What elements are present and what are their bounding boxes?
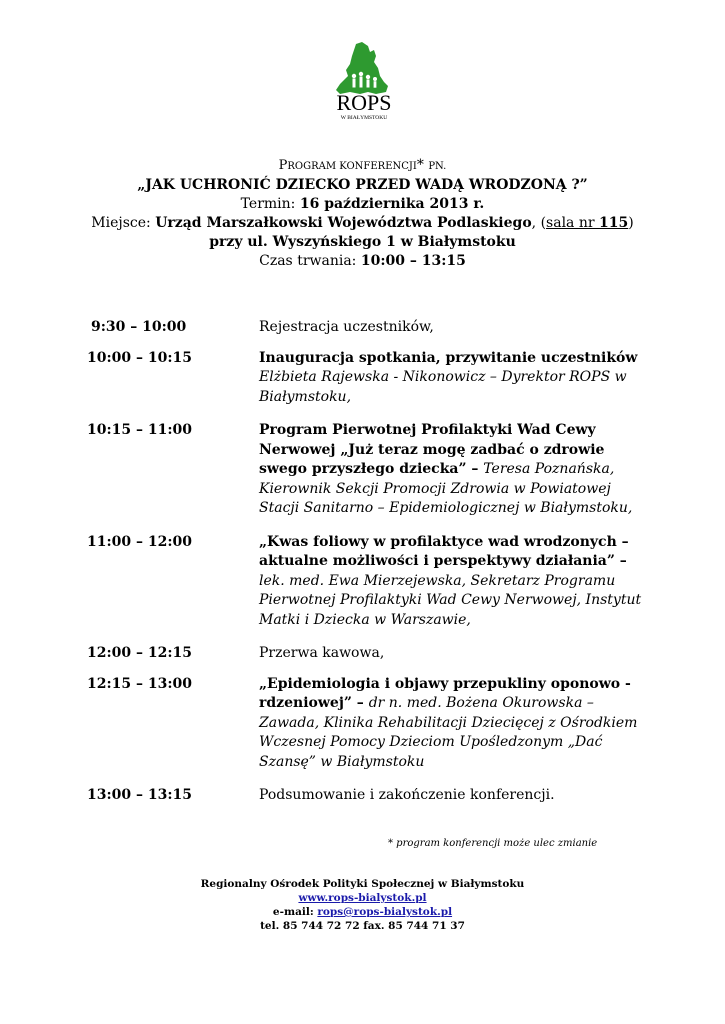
footer-email: e-mail: rops@rops-bialystok.pl (272, 906, 453, 918)
schedule-item (87, 644, 647, 664)
schedule-item (87, 349, 647, 408)
schedule-time: 11:00 – 12:00 (87, 533, 193, 550)
schedule-time: 10:00 – 10:15 (87, 349, 193, 366)
schedule-time: 12:00 – 12:15 (87, 645, 193, 661)
footer-organization: Regionalny Ośrodek Polityki Społecznej w Białymstoku (200, 878, 525, 890)
schedule-list (87, 318, 647, 806)
rops-logo (330, 40, 398, 128)
email-link[interactable]: rops@rops-bialystok.pl (317, 906, 453, 918)
conference-duration: Czas trwania: 10:00 – 13:15 (259, 253, 466, 269)
footer-contact (0, 877, 725, 933)
schedule-time: 9:30 – 10:00 (91, 319, 187, 335)
schedule-time: 10:15 – 11:00 (87, 422, 193, 438)
schedule-item (87, 318, 647, 338)
schedule-description: Podsumowanie i zakończenie konferencji. (259, 787, 555, 803)
program-label: PROGRAM KONFERENCJI* PN. (278, 157, 447, 173)
conference-venue: Miejsce: Urząd Marszałkowski Województwa Podlaskiego, (sala nr 115) (91, 215, 634, 231)
footer-phone: tel. 85 744 72 72 fax. 85 744 71 37 (260, 920, 465, 932)
schedule-time: 12:15 – 13:00 (87, 675, 193, 692)
schedule-description: „Kwas foliowy w profilaktyce wad wrodzonych – aktualne możliwości i perspektywy działania” – lek. med. Ewa Mierzejewska, Sekretarz Programu Pierwotnej Profilaktyki Wad Cewy Nerwowej, Instytut Matki i Dziecka w Warszawie, (259, 533, 642, 628)
conference-title: „JAK UCHRONIĆ DZIECKO PRZED WADĄ WRODZONĄ ?” (137, 177, 588, 193)
logo-subtitle: W BIAŁYMSTOKU (340, 115, 388, 121)
schedule-item (87, 675, 647, 773)
schedule-description: Przerwa kawowa, (259, 645, 385, 661)
schedule-description: Rejestracja uczestników, (259, 319, 434, 335)
schedule-description: „Epidemiologia i objawy przepukliny oponowo - rdzeniowej” – dr n. med. Bożena Okurowska – Zawada, Klinika Rehabilitacji Dziecięcej z Ośrodkiem Wczesnej Pomocy Dzieciom Upośledzonym „Dać Szansę” w Białymstoku (259, 675, 638, 770)
conference-address: przy ul. Wyszyńskiego 1 w Białymstoku (209, 234, 516, 250)
logo-title: ROPS (336, 90, 392, 115)
schedule-time: 13:00 – 13:15 (87, 787, 193, 803)
program-change-note: * program konferencji może ulec zmianie (388, 838, 598, 849)
schedule-item (87, 533, 647, 631)
website-link[interactable]: www.rops-bialystok.pl (298, 892, 427, 904)
schedule-item (87, 421, 647, 519)
conference-date: Termin: 16 października 2013 r. (240, 196, 485, 212)
conference-header (0, 156, 725, 271)
schedule-item (87, 786, 647, 806)
schedule-description: Inauguracja spotkania, przywitanie uczestników Elżbieta Rajewska - Nikonowicz – Dyrektor ROPS w Białymstoku, (259, 349, 638, 405)
schedule-description: Program Pierwotnej Profilaktyki Wad Cewy Nerwowej „Już teraz mogę zadbać o zdrowie swego przyszłego dziecka” – Teresa Poznańska, Kierownik Sekcji Promocji Zdrowia w Powiatowej Stacji Sanitarno – Epidemiologicznej w Białymstoku, (259, 422, 633, 516)
